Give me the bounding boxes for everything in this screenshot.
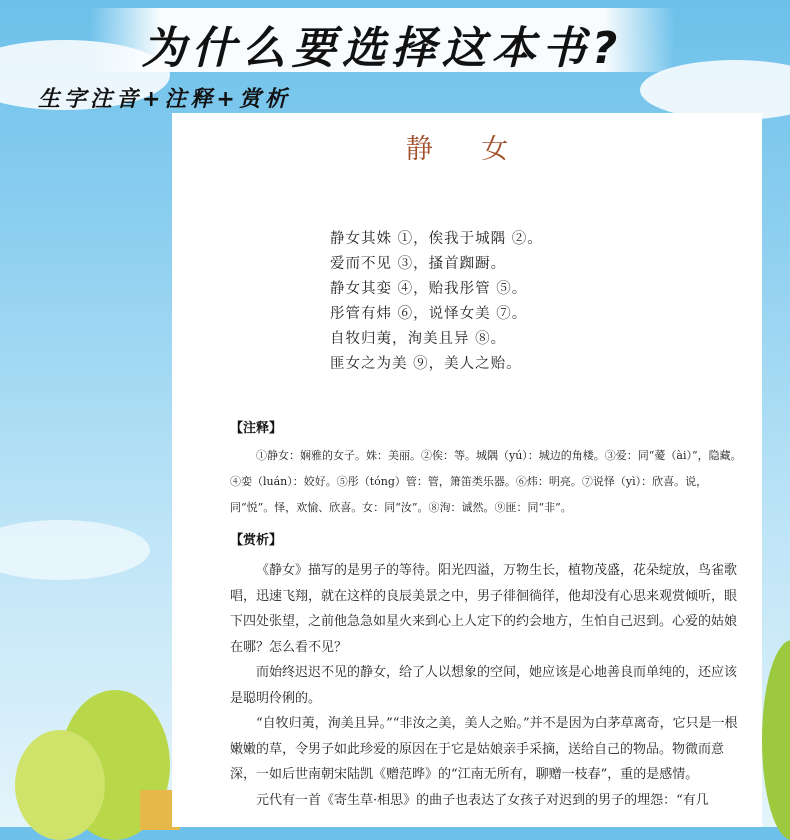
tree-decoration xyxy=(762,640,790,840)
notes-text: ①静女：娴雅的女子。姝：美丽。②俟：等。城隅（yú）：城边的角楼。③爱：同“薆（ài）”，隐藏。④娈（luán）：姣好。⑤彤（tóng）管：管，箫笛类乐器。⑥炜：明亮。⑦说怿（yì）：欣喜。说，同“悦”。怿，欢愉、欣喜。女：同“汝”。⑧洵：诚然。⑨匪：同“非”。 xyxy=(230,449,742,514)
analysis-paragraph: “自牧归荑，洵美且异。”“非汝之美，美人之贻。”并不是因为白茅草离奇，它只是一根嫩嫩的草，令男子如此珍爱的原因在于它是姑娘亲手采摘，送给自己的物品。物微而意深，一如后世南朝宋陆凯《赠范晔》的“江南无所有，聊赠一枝春”，重的是感情。 xyxy=(230,716,738,782)
cloud-decoration xyxy=(0,520,150,580)
analysis-paragraph: 而始终迟迟不见的静女，给了人以想象的空间，她应该是心地善良而单纯的，还应该是聪明伶俐的。 xyxy=(230,665,738,706)
analysis-paragraph: 元代有一首《寄生草·相思》的曲子也表达了女孩子对迟到的男子的埋怨：“有几 xyxy=(256,792,709,808)
analysis-body xyxy=(230,558,742,813)
notes-heading: 【注释】 xyxy=(230,421,283,436)
analysis-paragraph: 《静女》描写的是男子的等待。阳光四溢，万物生长，植物茂盛，花朵绽放，鸟雀歌唱，迅速飞翔，就在这样的良辰美景之中，男子徘徊徜徉，他却没有心思来观赏倾听，眼下四处张望，之前他急急如星火来到心上人定下的约会地方，生怕自己迟到。心爱的姑娘在哪？怎么看不见？ xyxy=(230,563,738,655)
book-page xyxy=(172,113,762,827)
banner-subtitle: 生字注音+注释+赏析 xyxy=(38,87,291,112)
tree-decoration xyxy=(15,730,105,840)
poem-body xyxy=(330,227,543,377)
poem-line: 自牧归荑，洵美且异 ⑧。 xyxy=(330,331,507,347)
poem-line: 彤管有炜 ⑥，说怿女美 ⑦。 xyxy=(330,306,528,322)
banner-title: 为什么要选择这本书? xyxy=(141,23,624,74)
title-banner xyxy=(90,8,675,72)
poem-title: 静 女 xyxy=(405,134,529,165)
poem-line: 匪女之为美 ⑨，美人之贻。 xyxy=(330,356,522,372)
poem-line: 爱而不见 ③，搔首踟蹰。 xyxy=(330,256,507,272)
analysis-heading: 【赏析】 xyxy=(230,533,283,548)
poem-line: 静女其姝 ①，俟我于城隅 ②。 xyxy=(330,231,543,247)
poem-line: 静女其娈 ④，贻我彤管 ⑤。 xyxy=(330,281,528,297)
